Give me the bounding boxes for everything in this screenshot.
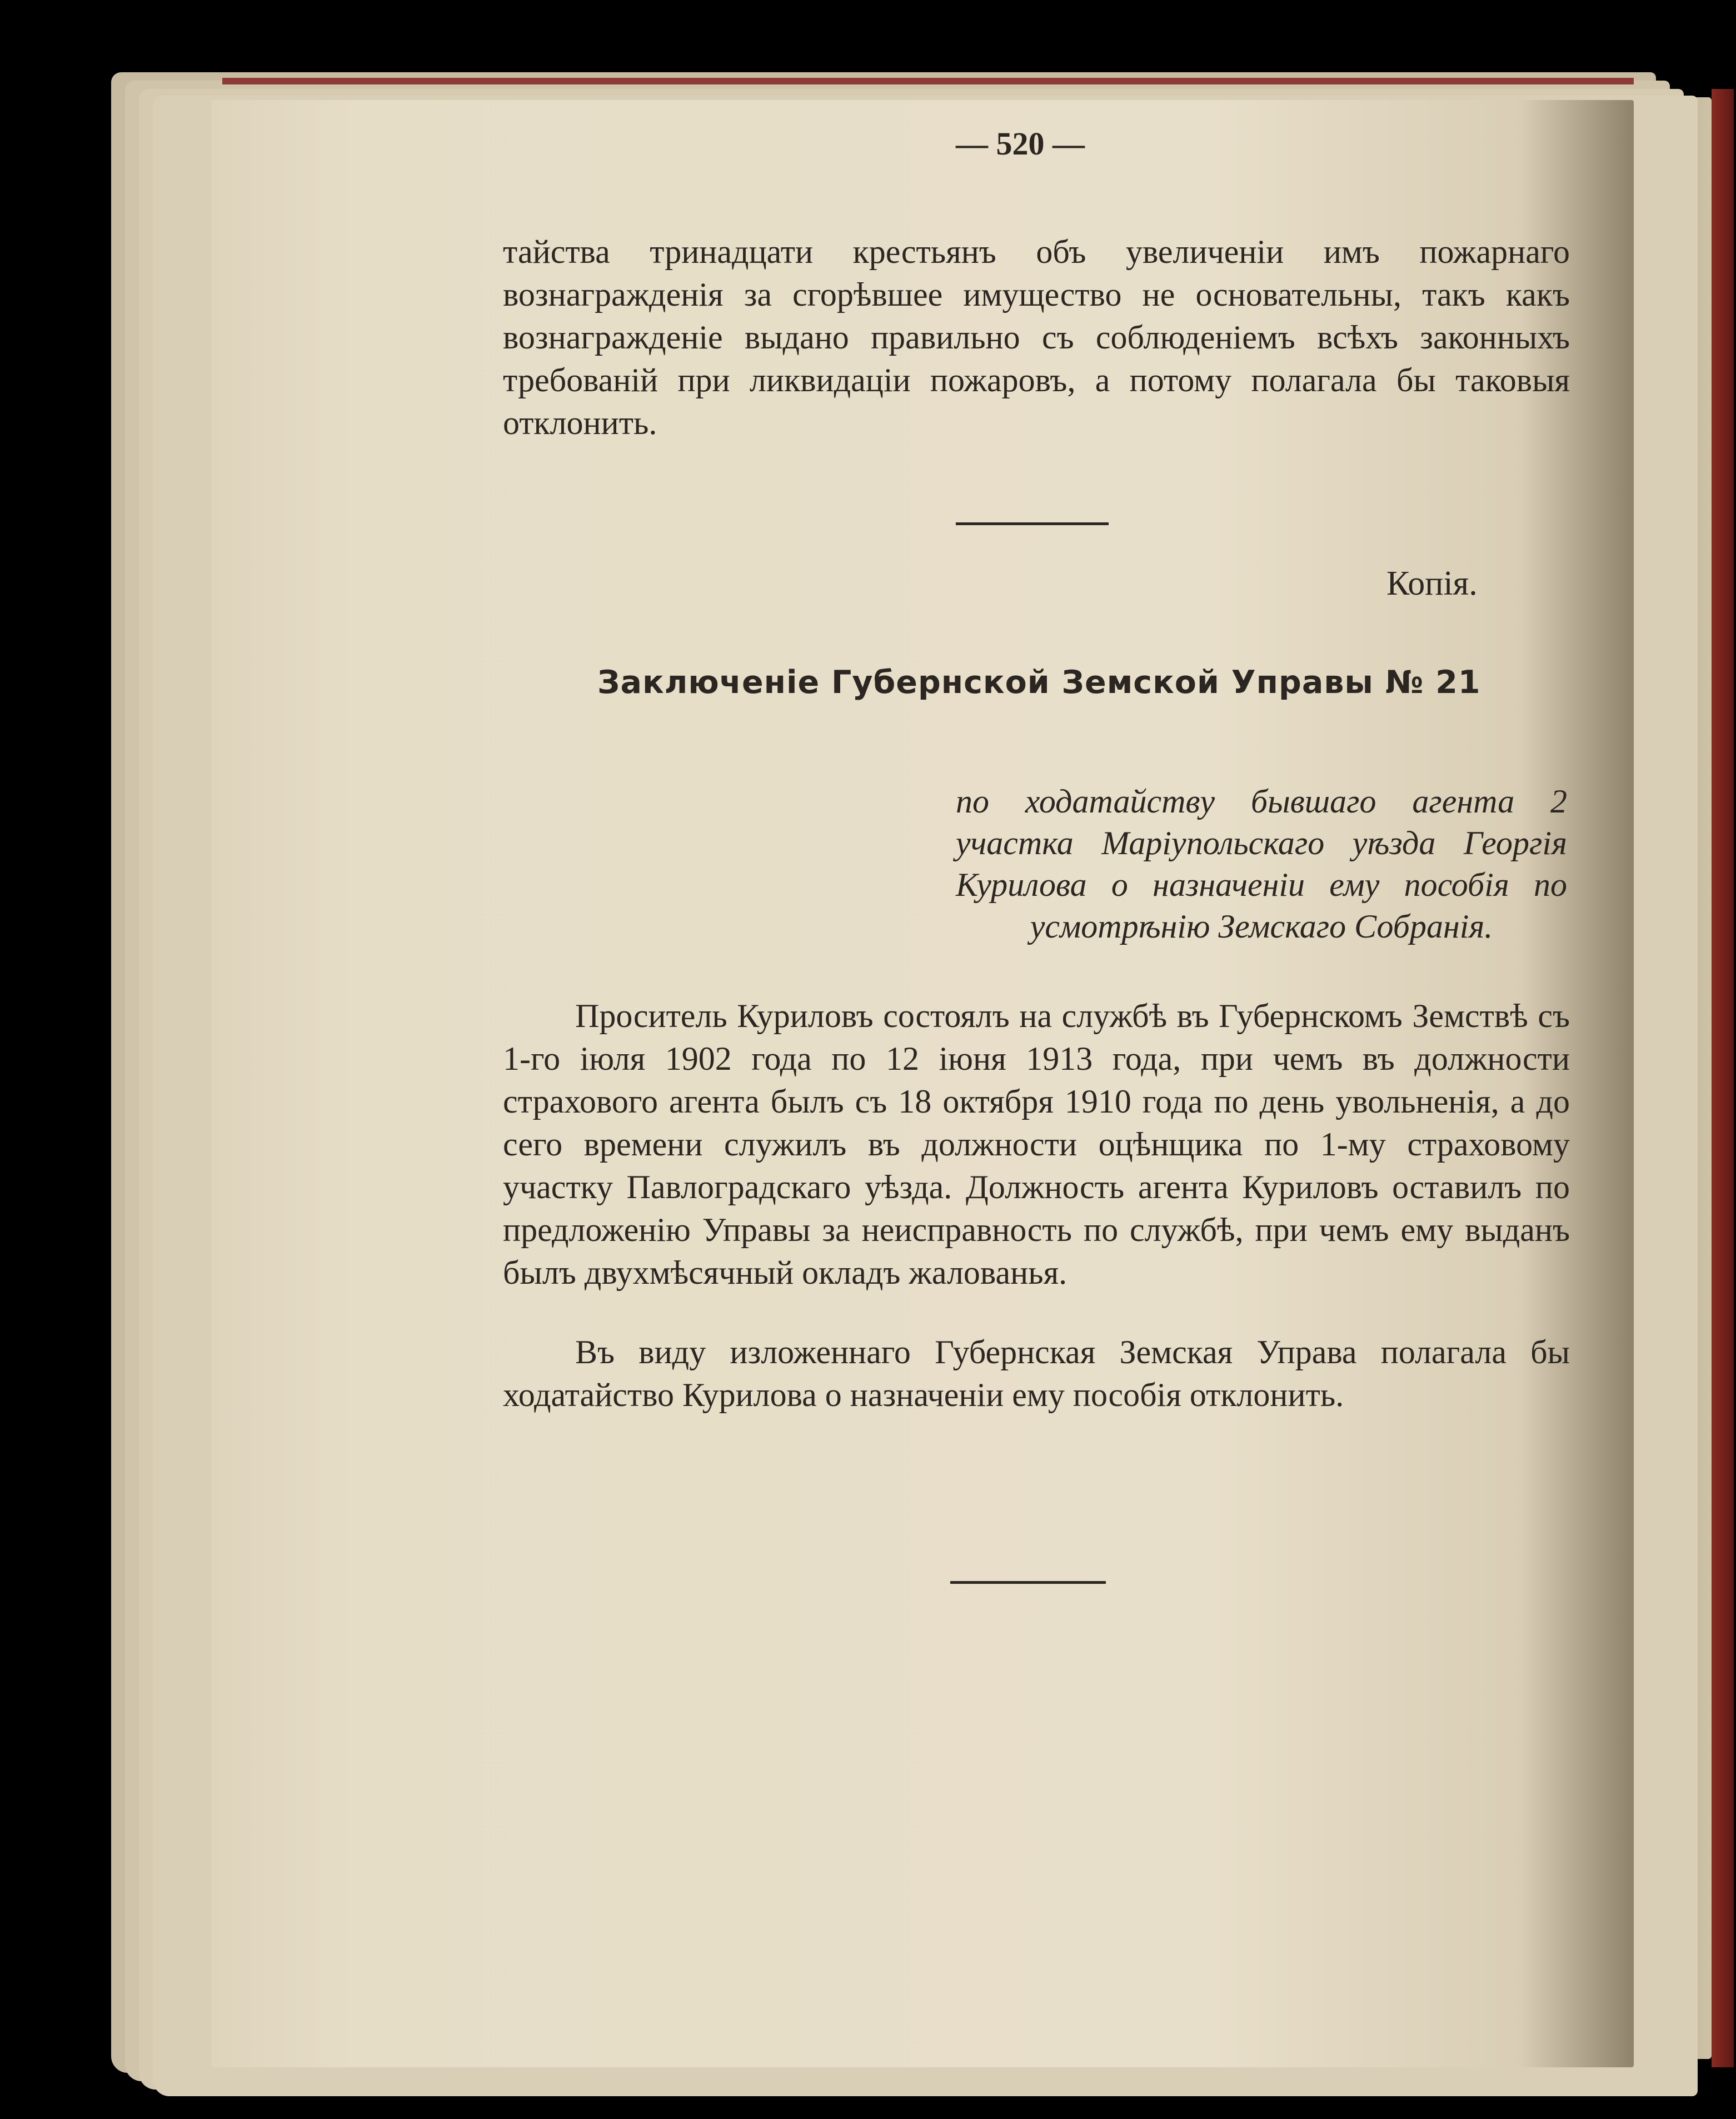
- divider-rule: [950, 1581, 1106, 1584]
- document-subtitle: по ходатайству бывшаго агента 2 участка Марiупольскаго уѣзда Георгiя Курилова о назначенiи ему пособiя по усмотрѣнiю Земскаго Собранiя.: [956, 783, 1567, 945]
- binding-red-edge: [222, 78, 1634, 84]
- next-page-edge: [1712, 89, 1734, 2067]
- copy-label: Копiя.: [1386, 565, 1478, 602]
- paragraph-1: тайства тринадцати крестьянъ объ увеличенiи имъ пожарнаго вознагражденiя за сгорѣвшее имущество не основательны, такъ какъ вознагражденiе выдано правильно съ соблюденiемъ всѣхъ законныхъ требованiй при ликвидацiи пожаровъ, а потому полагала бы таковыя отклонить.: [503, 233, 1570, 441]
- paragraph-3: Въ виду изложеннаго Губернская Земская Управа полагала бы ходатайство Курилова о назначенiи ему пособiя отклонить.: [503, 1334, 1570, 1413]
- divider-rule: [956, 522, 1109, 525]
- document-heading: Заключенiе Губернской Земской Управы № 21: [597, 664, 1481, 701]
- paragraph-2: Проситель Куриловъ состоялъ на службѣ въ Губернскомъ Земствѣ съ 1-го iюля 1902 года по 12 iюня 1913 года, при чемъ въ должности страхового агента былъ съ 18 октября 1910 года по день увольненiя, а до сего времени служилъ въ должности оцѣнщика по 1-му страховому участку Павлоградскаго уѣзда. Должность агента Куриловъ оставилъ по предложенiю Управы за неисправность по службѣ, при чемъ ему выданъ былъ двухмѣсячный окладъ жалованья.: [503, 998, 1570, 1291]
- page-number: — 520 —: [956, 126, 1085, 162]
